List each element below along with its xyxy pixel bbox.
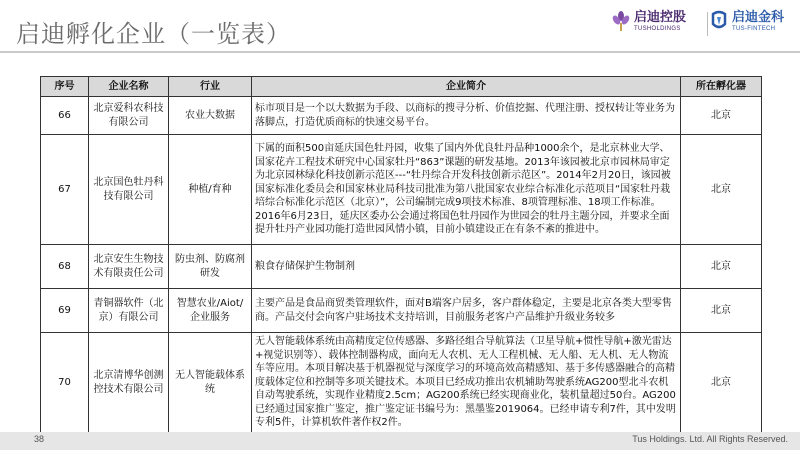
header-company-name: 企业名称	[89, 77, 169, 97]
company-name: 北京国色牡丹科技有限公司	[89, 135, 169, 245]
tus-logo-name: 启迪控股	[634, 9, 687, 25]
incubated-companies-table	[40, 76, 761, 433]
company-incubator: 北京	[681, 289, 762, 333]
company-description: 无人智能载体系统由高精度定位传感器、多路径组合导航算法（卫星导航+惯性导航+激光雷达+视觉识别等）、载体控制器构成，面向无人农机、无人工程机械、无人船、无人机、无人物流车等应用。本项目解决基于机器视觉与深度学习的环境高效高精感知、基于多传感器融合的高精度载体定位和控制等多项关键技术。本项目已经成功推出农机辅助驾驶系统AG200型北斗农机自动驾驶系统，实现作业精度2.5cm；AG200系统已经实现商业化，装机量超过50台。AG200已经通过国家推广鉴定，推广鉴定证书编号为：黑墨鉴2019064。已经申请专利7件，其中发明专利5件，计算机软件著作权2件。	[252, 333, 681, 433]
company-incubator: 北京	[681, 333, 762, 433]
header-incubator: 所在孵化器	[681, 77, 762, 97]
fintech-logo-sub: TUS-FINTECH	[732, 25, 776, 32]
table-header-row	[41, 77, 762, 97]
company-industry: 种植/育种	[169, 135, 252, 245]
title-divider	[0, 51, 800, 53]
tus-flower-icon	[612, 10, 630, 32]
company-description: 主要产品是食品商贸类管理软件，面对B端客户居多，客户群体稳定，主要是北京各类大型零售商。产品交付会向客户驻场技术支持培训，目前服务老客户产品维护升级业务较多	[252, 289, 681, 333]
row-number: 68	[41, 245, 89, 289]
company-industry: 无人智能载体系统	[169, 333, 252, 433]
company-incubator: 北京	[681, 97, 762, 135]
company-description: 下属的面积500亩延庆国色牡丹园，收集了国内外优良牡丹品种1000余个，是北京林业大学、国家花卉工程技术研究中心国家牡丹“863”课题的研发基地。2013年该园被北京市园林局审定为北京园林绿化科技创新示范区---“牡丹综合开发科技创新示范区”。2014年2月20日，该园被国家标准化委员会和国家林业局科技司批准为第八批国家农业综合标准化示范项目“国家牡丹栽培综合标准化示范区（北京）”，公司编制完成9项技术标准、8项管理标准、18项工作标准。2016年6月23日，延庆区委办公会通过将国色牡丹园作为世园会的牡丹主题分园，并要求全面提升牡丹产业园功能打造世园风情小镇，目前小镇建设正在有条不紊的推进中。	[252, 135, 681, 245]
company-description: 标市项目是一个以大数据为手段、以商标的搜寻分析、价值挖掘、代理注册、授权转让等业务为落脚点，打造优质商标的快速交易平台。	[252, 97, 681, 135]
row-number: 67	[41, 135, 89, 245]
company-name: 北京爱科农科技有限公司	[89, 97, 169, 135]
company-name: 北京安生生物技术有限责任公司	[89, 245, 169, 289]
table-row	[41, 245, 762, 289]
header-description: 企业简介	[252, 77, 681, 97]
header-industry: 行业	[169, 77, 252, 97]
logo-divider	[707, 12, 708, 36]
company-incubator: 北京	[681, 245, 762, 289]
row-number: 70	[41, 333, 89, 433]
page-number: 38	[34, 434, 45, 444]
company-industry: 智慧农业/Aiot/企业服务	[169, 289, 252, 333]
company-name: 北京清博华创测控技术有限公司	[89, 333, 169, 433]
table-row	[41, 289, 762, 333]
copyright-notice: Tus Holdings. Ltd. All Rights Reserved.	[632, 434, 788, 444]
row-number: 66	[41, 97, 89, 135]
company-industry: 防虫剂、防腐剂研发	[169, 245, 252, 289]
table-row	[41, 135, 762, 245]
page-title: 启迪孵化企业（一览表）	[16, 20, 291, 48]
tus-fintech-icon	[710, 10, 728, 32]
company-industry: 农业大数据	[169, 97, 252, 135]
table-row	[41, 97, 762, 135]
tus-holdings-logo	[612, 10, 686, 32]
row-number: 69	[41, 289, 89, 333]
fintech-logo-name: 启迪金科	[732, 9, 785, 25]
tus-fintech-logo	[710, 10, 784, 32]
company-description: 粮食存储保护生物制剂	[252, 245, 681, 289]
table-row	[41, 333, 762, 433]
tus-logo-sub: TUSHOLDINGS	[634, 25, 681, 32]
company-name: 青铜器软件（北京）有限公司	[89, 289, 169, 333]
company-incubator: 北京	[681, 135, 762, 245]
header-number: 序号	[41, 77, 89, 97]
